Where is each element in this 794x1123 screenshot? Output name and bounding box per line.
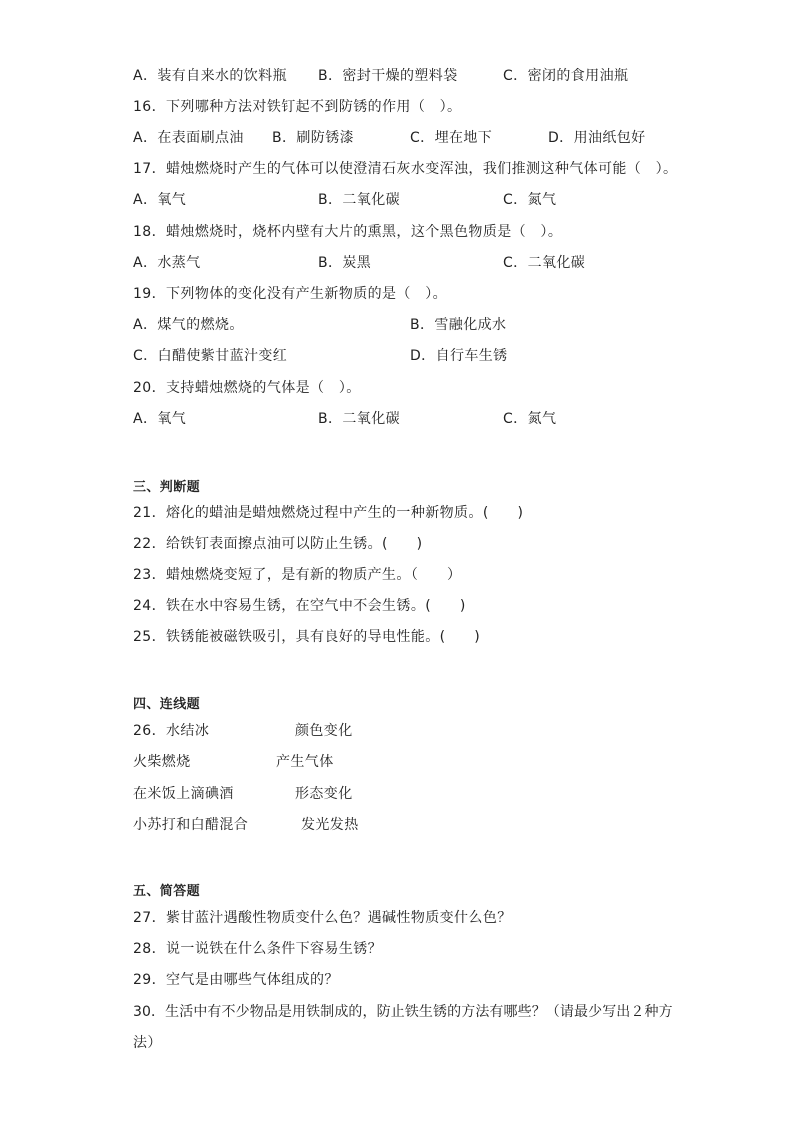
q20-stem: 20．支持蜡烛燃烧的气体是（ ）。 <box>133 380 361 396</box>
match-right-3: 形态变化 <box>295 786 353 802</box>
match-right-1: 颜色变化 <box>295 723 353 739</box>
question-28: 28．说一说铁在什么条件下容易生锈？ <box>133 941 383 957</box>
question-25: 25．铁锈能被磁铁吸引，具有良好的导电性能。( ) <box>133 629 481 645</box>
question-29: 29．空气是由哪些气体组成的？ <box>133 972 339 988</box>
q16-option-b: B．刷防锈漆 <box>272 130 355 146</box>
question-23: 23．蜡烛燃烧变短了，是有新的物质产生。（ ） <box>133 567 462 583</box>
q19-option-d: D．自行车生锈 <box>410 348 508 364</box>
q18-option-b: B．炭黑 <box>318 255 372 271</box>
match-left-1: 26．水结冰 <box>133 723 210 739</box>
question-30-continuation: 法） <box>133 1035 162 1051</box>
q19-option-c: C．白醋使紫甘蓝汁变红 <box>133 348 288 364</box>
question-21: 21．熔化的蜡油是蜡烛燃烧过程中产生的一种新物质。( ) <box>133 505 524 521</box>
question-24: 24．铁在水中容易生锈，在空气中不会生锈。( ) <box>133 598 466 614</box>
question-30: 30．生活中有不少物品是用铁制成的，防止铁生锈的方法有哪些？（请最少写出２种方 <box>133 1004 673 1020</box>
q18-option-a: A．水蒸气 <box>133 255 201 271</box>
section-3-heading: 三、判断题 <box>133 480 201 495</box>
q17-stem: 17．蜡烛燃烧时产生的气体可以使澄清石灰水变浑浊，我们推测这种气体可能（ ）。 <box>133 161 678 177</box>
q20-option-c: C．氮气 <box>503 411 557 427</box>
q18-stem: 18．蜡烛燃烧时，烧杯内壁有大片的熏黑，这个黑色物质是（ ）。 <box>133 224 563 240</box>
q18-option-c: C．二氧化碳 <box>503 255 586 271</box>
q16-option-a: A．在表面刷点油 <box>133 130 244 146</box>
match-left-3: 在米饭上滴碘酒 <box>133 786 234 802</box>
q19-option-a: A．煤气的燃烧。 <box>133 317 244 333</box>
q19-stem: 19．下列物体的变化没有产生新物质的是（ ）。 <box>133 286 448 302</box>
q17-option-b: B．二氧化碳 <box>318 192 401 208</box>
q17-option-c: C．氮气 <box>503 192 557 208</box>
question-27: 27．紫甘蓝汁遇酸性物质变什么色？遇碱性物质变什么色？ <box>133 910 512 926</box>
question-22: 22．给铁钉表面擦点油可以防止生锈。( ) <box>133 536 423 552</box>
q15-option-b: B．密封干燥的塑料袋 <box>318 68 458 84</box>
q16-stem: 16．下列哪种方法对铁钉起不到防锈的作用（ ）。 <box>133 99 462 115</box>
match-right-4: 发光发热 <box>301 817 359 833</box>
q20-option-b: B．二氧化碳 <box>318 411 401 427</box>
q20-option-a: A．氧气 <box>133 411 187 427</box>
match-left-2: 火柴燃烧 <box>133 754 191 770</box>
q17-option-a: A．氧气 <box>133 192 187 208</box>
q19-option-b: B．雪融化成水 <box>410 317 507 333</box>
section-4-heading: 四、连线题 <box>133 697 201 712</box>
match-left-4: 小苏打和白醋混合 <box>133 817 249 833</box>
q15-option-a: A．装有自来水的饮料瓶 <box>133 68 287 84</box>
match-right-2: 产生气体 <box>276 754 334 770</box>
q16-option-c: C．埋在地下 <box>410 130 493 146</box>
q16-option-d: D．用油纸包好 <box>548 130 646 146</box>
q15-option-c: C．密闭的食用油瓶 <box>503 68 629 84</box>
section-5-heading: 五、简答题 <box>133 884 201 899</box>
